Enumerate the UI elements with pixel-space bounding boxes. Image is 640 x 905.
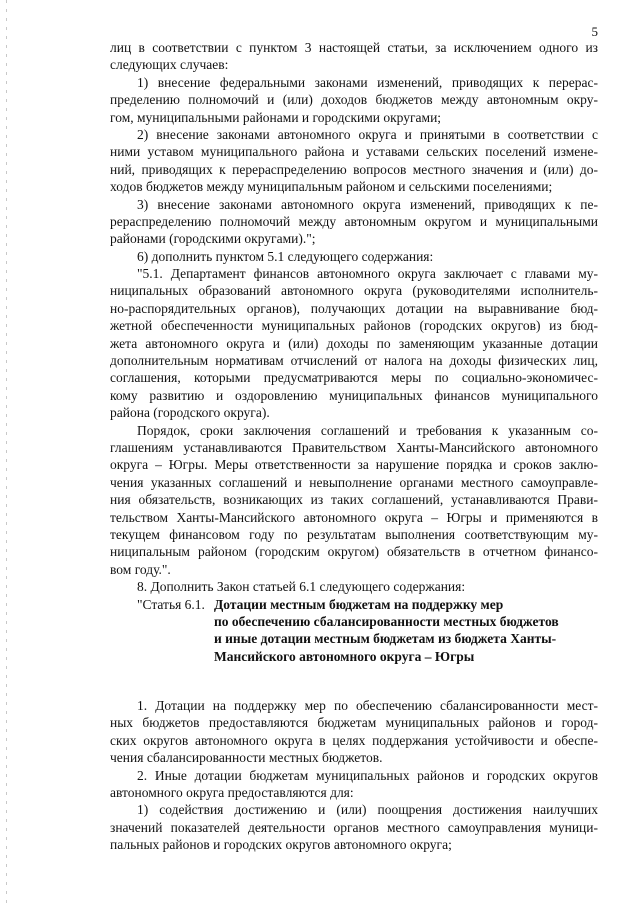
paragraphs-after-heading [110, 697, 598, 854]
text-line: "5.1. Департамент финансов автономного округа заключает с главами му- [137, 266, 598, 282]
text-line: кому развитию и оздоровлению муниципальных финансов муниципального [110, 387, 598, 403]
text-line: ний, приводящих к перераспределению вопросов местного значения и (или) до- [110, 161, 598, 177]
text-line: рераспределению полномочий между автономным округом и муниципальными [110, 213, 598, 229]
text-line: районами (городскими округами)."; [110, 231, 316, 247]
text-line: жета автономного округа и (или) доходы по заменяющим указанные дотации [110, 335, 598, 351]
text-line: гом, муниципальными районами и городскими округами; [110, 109, 442, 125]
text-line: пальных районов и городских округов автономного округа; [110, 837, 452, 853]
text-line: автономного округа предоставляются для: [110, 785, 354, 801]
text-line: дополнительным нормативам отчислений от налога на доходы физических лиц, [110, 353, 598, 369]
text-line: 1) внесение федеральными законами изменений, приводящих к перерас- [137, 74, 598, 90]
text-line: вом году.". [110, 561, 171, 577]
article-title-line: по обеспечению сбалансированности местных бюджетов [214, 613, 559, 629]
text-line: района (городского округа). [110, 405, 270, 421]
text-line: ниципальных образований автономного округа (руководителями исполнитель- [110, 283, 598, 299]
text-line: ходов бюджетов между муниципальным районом и сельскими поселениями; [110, 179, 553, 195]
article-title-line: и иные дотации местным бюджетам из бюджета Ханты- [214, 631, 557, 647]
text-line: тельством Ханты-Мансийского автономного округа – Югры и применяются в [110, 509, 598, 525]
text-line: следующих случаев: [110, 57, 229, 73]
text-line: ними уставом муниципального района и уставами сельских поселений измене- [110, 144, 598, 160]
spacer [110, 665, 598, 697]
text-line: 8. Дополнить Закон статьей 6.1 следующего содержания: [137, 579, 466, 595]
text-line: 6) дополнить пунктом 5.1 следующего содержания: [137, 248, 434, 264]
document-body [110, 39, 598, 854]
text-line: ния обязательств, возникающих из таких соглашений, устанавливаются Прави- [110, 492, 598, 508]
text-line: значений показателей деятельности органов местного самоуправления муници- [110, 819, 598, 835]
text-line: но-распорядительных органов), получающих дотации на выравнивание бюд- [110, 300, 598, 316]
text-line: жетной обеспеченности муниципальных районов (городских округов) из бюд- [110, 318, 598, 334]
text-line: Порядок, сроки заключения соглашений и требования к указанным со- [137, 422, 598, 438]
text-line: 2) внесение законами автономного округа и принятыми в соответствии с [137, 126, 598, 142]
article-title [214, 596, 598, 666]
text-line: текущем финансовом году по результатам выполнения соответствующим му- [110, 526, 598, 542]
text-line: чения сбалансированности местных бюджетов. [110, 750, 383, 766]
scan-edge-artifact [6, 0, 7, 905]
text-line: 3) внесение законами автономного округа изменений, приводящих к пе- [137, 196, 598, 212]
paragraphs-before-heading [110, 39, 598, 596]
text-line: ских округов автономного округа в целях поддержания устойчивости и обеспе- [110, 732, 598, 748]
text-line: соглашения, которыми предусматриваются меры по социально-экономичес- [110, 370, 598, 386]
text-line: чения указанных соглашений и невыполнение органами местного самоуправле- [110, 474, 598, 490]
text-line: 1. Дотации на поддержку мер по обеспечению сбалансированности мест- [137, 698, 598, 714]
text-line: 2. Иные дотации бюджетам муниципальных районов и городских округов [137, 767, 598, 783]
article-title-line: Дотации местным бюджетам на поддержку мер [214, 596, 504, 612]
text-line: округа – Югры. Меры ответственности за нарушение порядка и сроков заклю- [110, 457, 598, 473]
text-line: ниципальным районом (городским округом) обязательств в отчетном финансо- [110, 544, 598, 560]
article-number: "Статья 6.1. [137, 596, 205, 612]
text-line: ных бюджетов предоставляются бюджетам муниципальных районов и город- [110, 715, 598, 731]
text-line: 1) содействия достижению и (или) поощрения достижения наилучших [137, 802, 598, 818]
text-line: лиц в соответствии с пунктом 3 настоящей статьи, за исключением одного из [110, 40, 598, 55]
text-line: пределению полномочий и (или) доходов бюджетов между автономным окру- [110, 92, 598, 108]
article-title-line: Мансийского автономного округа – Югры [214, 648, 475, 664]
text-line: глашениям устанавливаются Правительством Ханты-Мансийского автономного [110, 439, 598, 455]
page-number: 5 [591, 24, 598, 39]
article-heading [110, 596, 598, 666]
